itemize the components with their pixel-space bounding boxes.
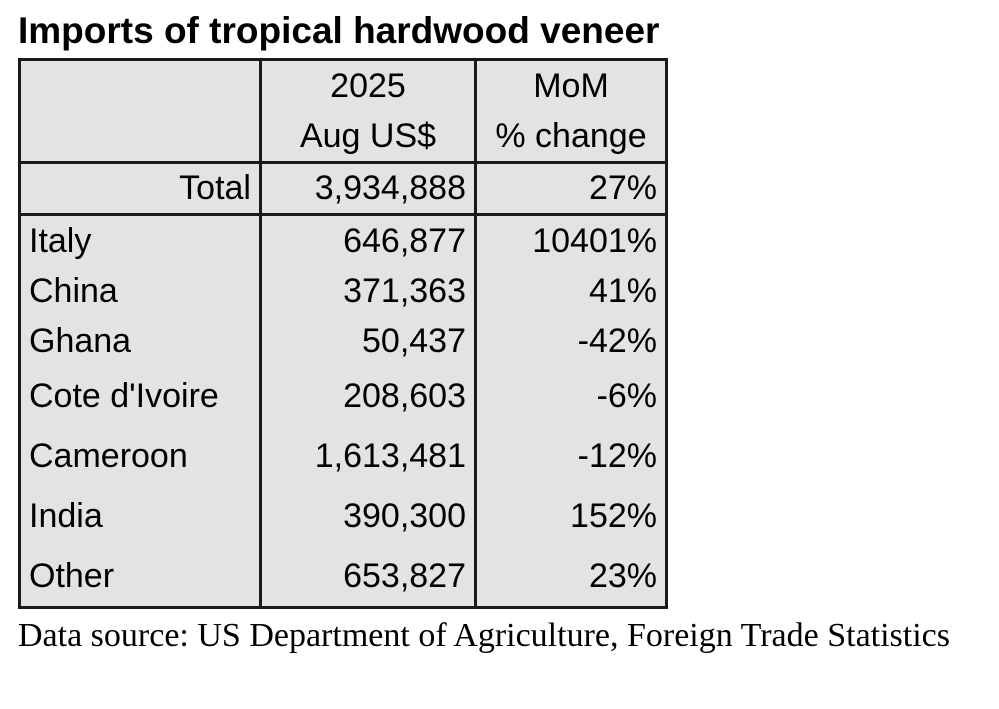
row-change: 152%: [570, 496, 657, 535]
row-change: 10401%: [532, 221, 657, 260]
row-change: -6%: [596, 376, 657, 415]
row-value: 371,363: [261, 266, 476, 316]
imports-table: [18, 58, 668, 609]
table-header: [20, 60, 667, 163]
total-label: Total: [20, 163, 261, 215]
header-change-line1: MoM: [533, 67, 609, 105]
header-value: [261, 60, 476, 163]
row-country: Cote d'Ivoire: [20, 366, 261, 426]
row-value: 646,877: [261, 215, 476, 267]
row-country: India: [20, 486, 261, 546]
row-value: 208,603: [261, 366, 476, 426]
row-value: 390,300: [261, 486, 476, 546]
header-value-line1: 2025: [330, 67, 406, 105]
chart-title: Imports of tropical hardwood veneer: [18, 10, 660, 51]
table-row: [20, 266, 667, 316]
row-country: China: [20, 266, 261, 316]
data-source-note: Data source: US Department of Agriculture, Foreign Trade Statistics: [18, 617, 950, 654]
table-row: [20, 486, 667, 546]
header-value-line2: Aug US$: [299, 117, 437, 155]
table-row: [20, 215, 667, 267]
row-change: 41%: [588, 271, 657, 310]
table-row: [20, 316, 667, 366]
row-country: Ghana: [20, 316, 261, 366]
table-body: [20, 163, 667, 608]
total-value: 3,934,888: [261, 163, 476, 215]
total-row: [20, 163, 667, 215]
row-country: Other: [20, 546, 261, 608]
table-row: [20, 546, 667, 608]
row-value: 1,613,481: [261, 426, 476, 486]
table-row: [20, 366, 667, 426]
table-row: [20, 426, 667, 486]
header-change: [476, 60, 667, 163]
total-change: 27%: [476, 163, 667, 215]
row-value: 50,437: [261, 316, 476, 366]
row-change: -12%: [577, 436, 657, 475]
row-change: -42%: [577, 321, 657, 360]
row-change: 23%: [588, 556, 657, 595]
row-country: Cameroon: [20, 426, 261, 486]
header-change-line2: % change: [495, 117, 647, 155]
row-value: 653,827: [261, 546, 476, 608]
header-country: [20, 60, 261, 163]
row-country: Italy: [20, 215, 261, 267]
header-row: [20, 60, 667, 163]
